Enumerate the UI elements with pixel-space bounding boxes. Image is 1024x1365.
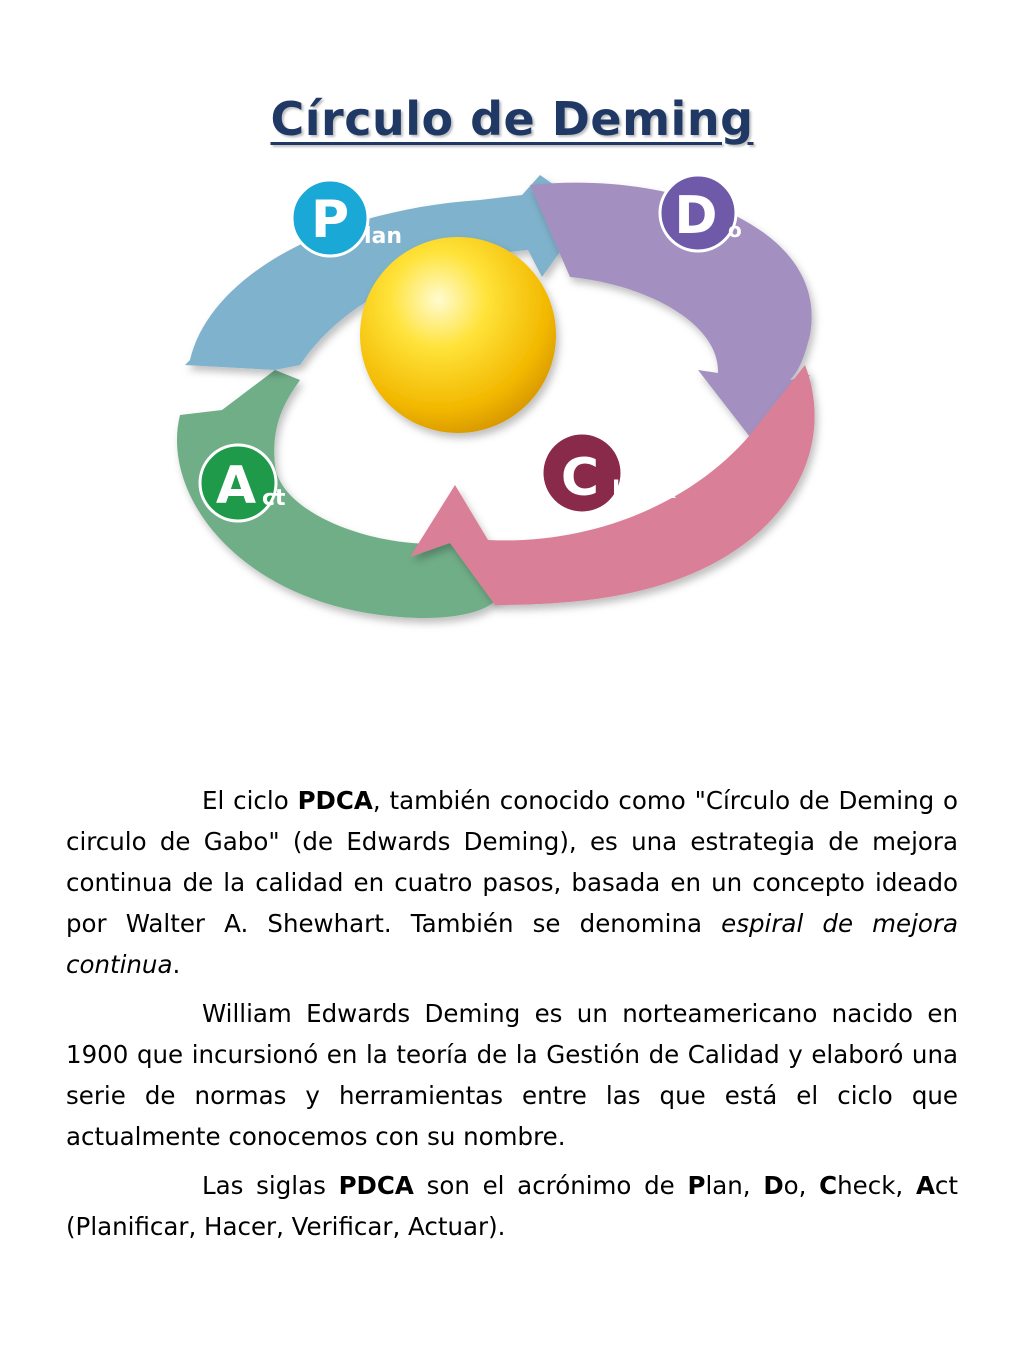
svg-text:A: A [215,456,257,516]
center-sphere [360,237,556,433]
description-text [66,780,958,1255]
svg-text:P: P [310,190,350,250]
svg-text:heck: heck [612,476,676,504]
svg-text:o: o [728,218,742,242]
page-title: Círculo de Deming [270,92,754,146]
do-label [660,175,742,251]
svg-text:D: D [674,186,718,246]
pdca-cycle-svg [150,165,850,645]
svg-text:lan: lan [364,224,403,249]
pdca-cycle-diagram [150,165,850,645]
paragraph-pdca-definition: El ciclo PDCA, también conocido como "Círculo de Deming o circulo de Gabo" (de Edwards Deming), es una estrategia de mejora continua de la calidad en cuatro pasos, basada en un concepto ideado por Walter A. Shewhart. También se denomina espiral de mejora continua. [66,786,958,979]
svg-text:ct: ct [262,486,286,511]
svg-text:C: C [560,448,600,508]
paragraph-acronym: Las siglas PDCA son el acrónimo de Plan, Do, Check, Act (Planificar, Hacer, Verificar, Actuar). [66,1171,958,1241]
check-label [542,433,677,513]
paragraph-deming-bio: William Edwards Deming es un norteamericano nacido en 1900 que incursionó en la teoría de la Gestión de Calidad y elaboró una serie de normas y herramientas entre las que está el ciclo que actualmente conocemos con su nombre. [66,999,958,1151]
